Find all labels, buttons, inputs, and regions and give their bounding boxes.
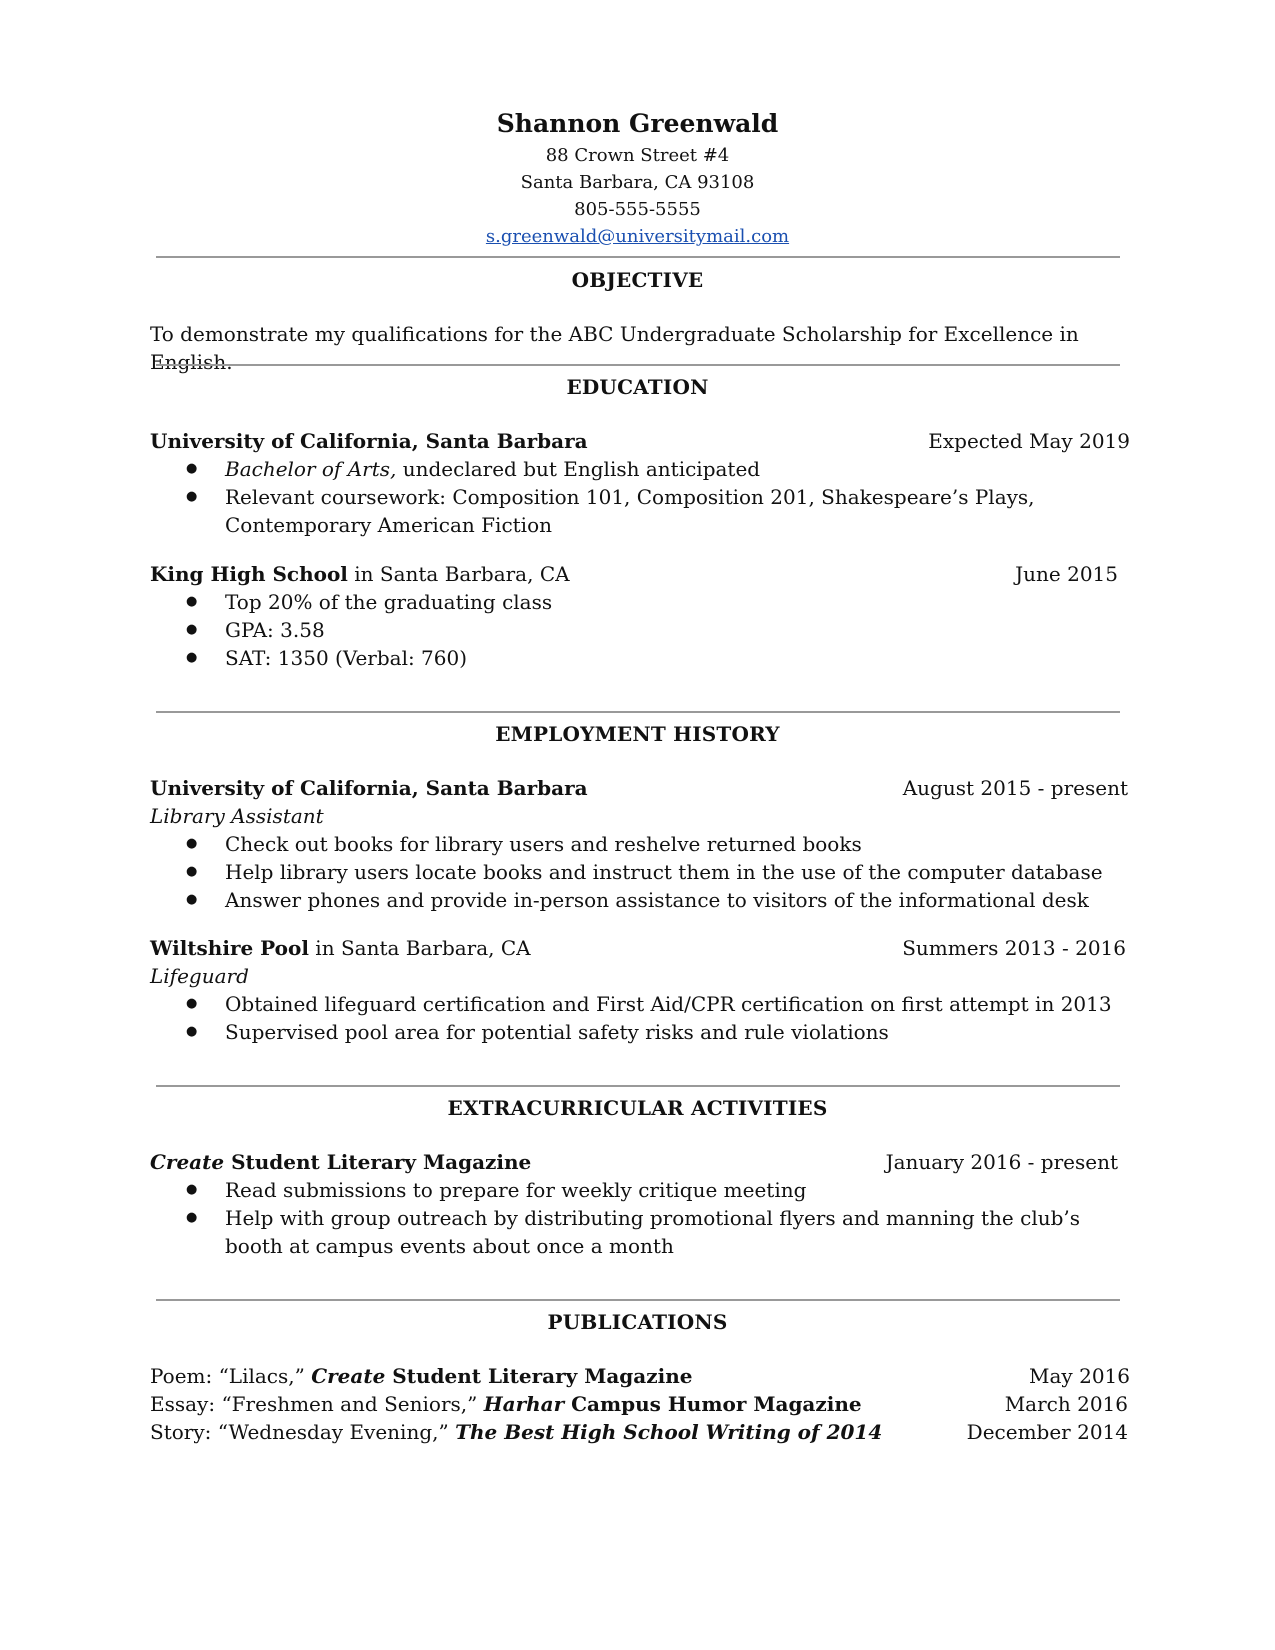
activity-date: January 2016 - present [885,1150,1118,1174]
education-date: June 2015 [1015,562,1118,586]
section-title-objective: OBJECTIVE [571,268,704,292]
list-item: ● Obtained lifeguard certification and First Aid/CPR certification on first attempt in 2013 [150,990,1130,1018]
publication-row: Poem: “Lilacs,” Create Student Literary Magazine May 2016 [150,1364,1130,1388]
divider [156,1299,1120,1301]
school-name: King High School [150,562,348,586]
divider [156,1085,1120,1087]
org-name: Student Literary Magazine [224,1150,532,1174]
publication-row: Story: “Wednesday Evening,” The Best High School Writing of 2014 December 2014 [150,1420,1128,1444]
list-item: ● Read submissions to prepare for weekly critique meeting [150,1176,1130,1204]
list-item: ● Bachelor of Arts, undeclared but English anticipated [150,455,1130,483]
resume-header [0,108,1275,250]
list-item: ● Help with group outreach by distributing promotional flyers and manning the club’s booth at campus events about once a month [150,1204,1130,1260]
email-link[interactable]: s.greenwald@universitymail.com [485,226,790,247]
divider [156,711,1120,713]
employer-name: Wiltshire Pool [150,936,309,960]
employment-entry-library [150,774,1130,914]
list-item: ● Relevant coursework: Composition 101, Composition 201, Shakespeare’s Plays, Contemporary American Fiction [150,483,1130,539]
divider [156,364,1120,366]
education-date: Expected May 2019 [928,429,1130,453]
phone-number: 805-555-5555 [574,199,701,220]
address-line-1: 88 Crown Street #4 [545,145,730,166]
employer-name: University of California, Santa Barbara [150,776,588,800]
employment-entry-pool [150,934,1130,1046]
school-location: in Santa Barbara, CA [347,562,570,586]
section-title-education: EDUCATION [566,375,709,399]
applicant-name: Shannon Greenwald [496,109,779,138]
list-item: ● Top 20% of the graduating class [150,588,1130,616]
employer-location: in Santa Barbara, CA [308,936,531,960]
list-item: ● Answer phones and provide in-person assistance to visitors of the informational desk [150,886,1130,914]
divider [156,256,1120,258]
section-title-extracurricular: EXTRACURRICULAR ACTIVITIES [447,1096,828,1120]
extracurricular-entry [150,1148,1130,1260]
section-title-employment: EMPLOYMENT HISTORY [495,722,780,746]
publication-date: December 2014 [966,1420,1128,1444]
publication-date: March 2016 [1004,1392,1128,1416]
education-entry-ucsb [150,427,1130,539]
org-name-italic: Create [150,1150,225,1174]
address-line-2: Santa Barbara, CA 93108 [520,172,755,193]
employment-date: Summers 2013 - 2016 [902,936,1126,960]
education-entry-khs [150,560,1130,672]
list-item: ● SAT: 1350 (Verbal: 760) [150,644,1130,672]
section-title-publications: PUBLICATIONS [547,1310,728,1334]
publication-date: May 2016 [1029,1364,1130,1388]
job-role: Lifeguard [150,964,249,988]
objective-text: To demonstrate my qualifications for the ABC Undergraduate Scholarship for Excellence in English. [150,322,1079,374]
list-item: ● GPA: 3.58 [150,616,1130,644]
employment-date: August 2015 - present [902,776,1128,800]
publication-row: Essay: “Freshmen and Seniors,” Harhar Campus Humor Magazine March 2016 [150,1392,1128,1416]
job-role: Library Assistant [150,804,324,828]
list-item: ● Check out books for library users and reshelve returned books [150,830,1130,858]
list-item: ● Help library users locate books and instruct them in the use of the computer database [150,858,1130,886]
publications-list [150,1362,1130,1446]
school-name: University of California, Santa Barbara [150,429,588,453]
list-item: ● Supervised pool area for potential safety risks and rule violations [150,1018,1130,1046]
